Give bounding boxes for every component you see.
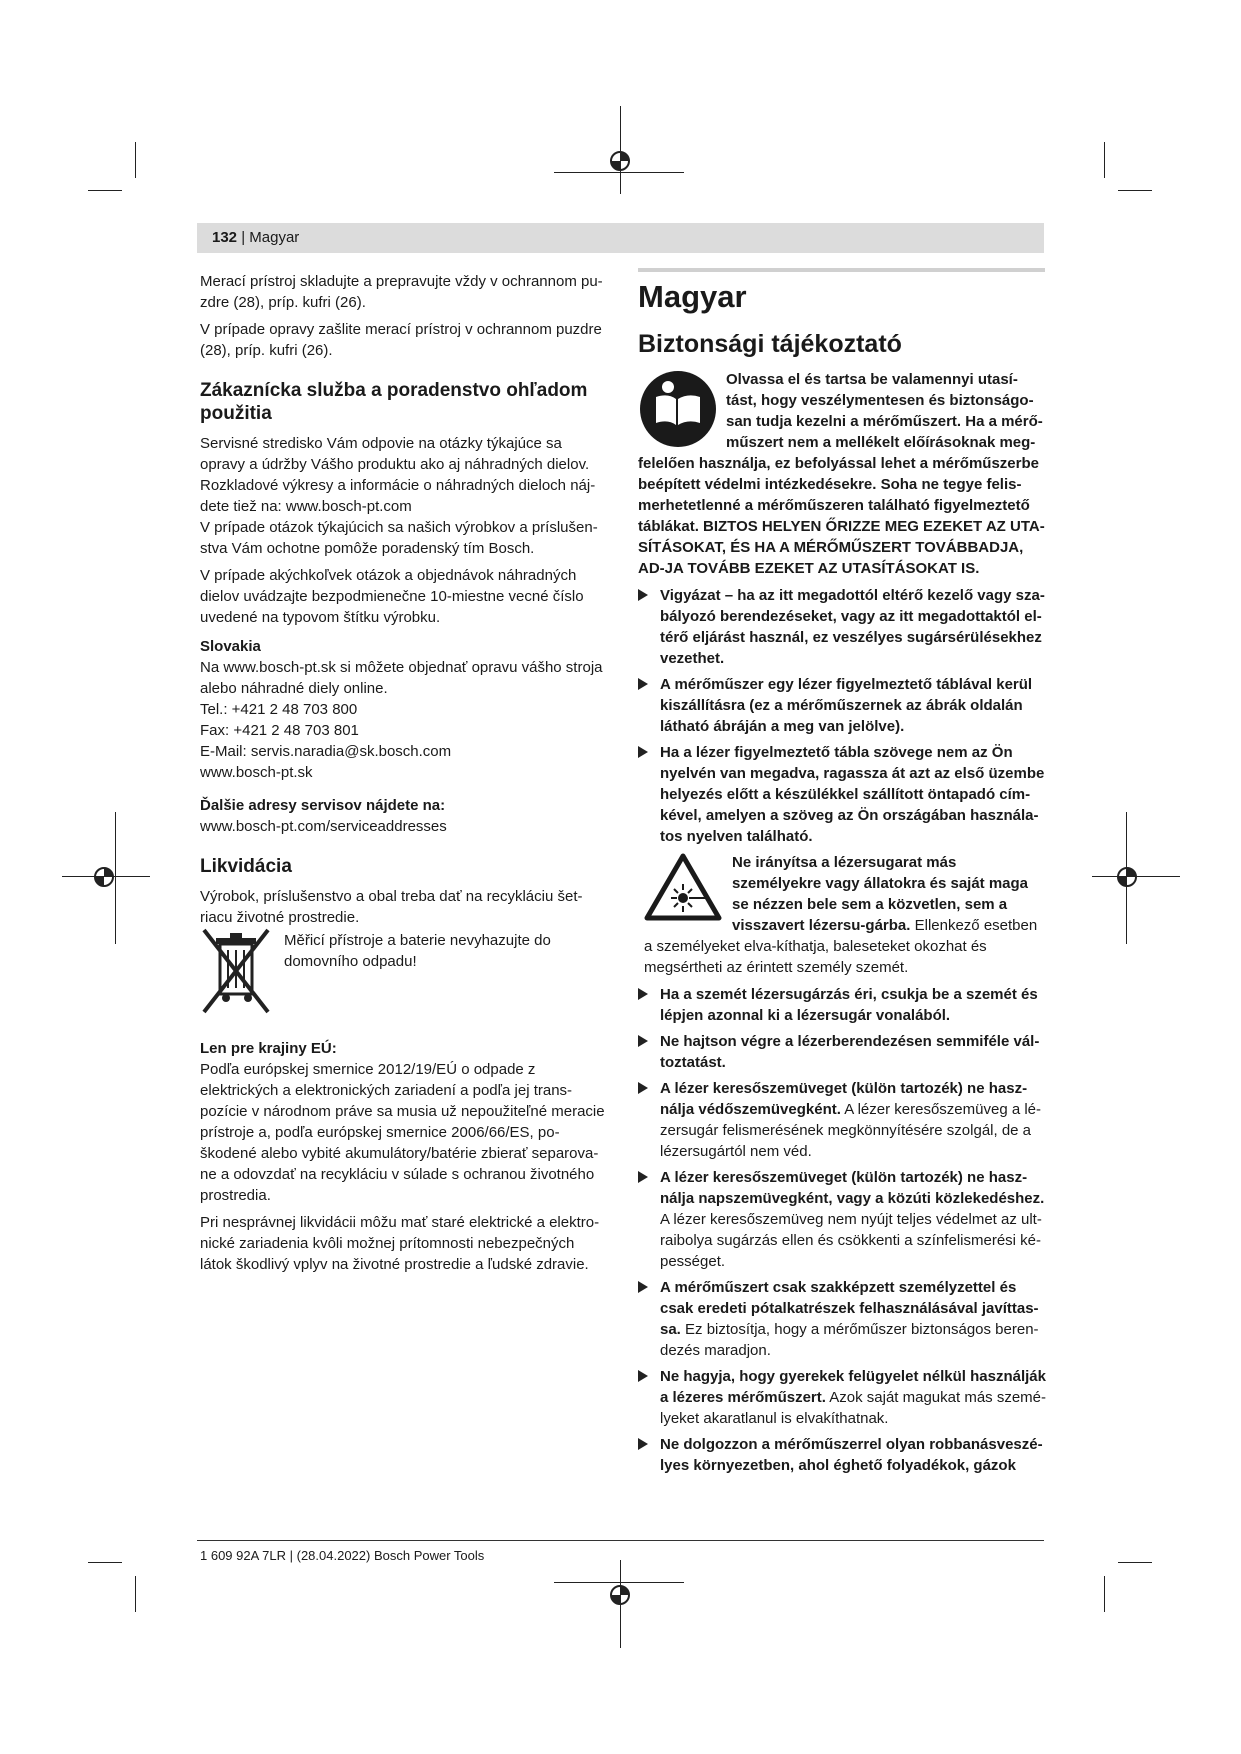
header-section: Magyar bbox=[249, 229, 300, 246]
list-item: Ne dolgozzon a mérőműszerrel olyan robbanásveszé-lyes környezetben, ahol éghető folyadékok, gázok bbox=[638, 1434, 1048, 1476]
intro-block bbox=[638, 369, 1048, 579]
registration-mark-icon bbox=[609, 1584, 631, 1606]
footer-rule bbox=[197, 1540, 1044, 1541]
disposal-icon-block bbox=[200, 928, 608, 1020]
list-item: Ha a szemét lézersugárzás éri, csukja be a szemét és lépjen azonnal ki a lézersugár vonalából. bbox=[638, 984, 1048, 1026]
list-item: A lézer keresőszemüveget (külön tartozék) ne hasz-nálja napszemüvegként, vagy a közúti közlekedéshez. A lézer keresőszemüveg nem nyújt teljes védelmet az ult-raibolya sugárzás ellen és csökkenti a színfelismerési ké-pességet. bbox=[638, 1167, 1048, 1272]
list-item: Ne hajtson végre a lézerberendezésen semmiféle vál-toztatást. bbox=[638, 1031, 1048, 1073]
paragraph: Pri nesprávnej likvidácii môžu mať staré elektrické a elektro-nické zariadenia kvôli možnej prítomnosti nebezpečných látok škodlivý vplyv na životné prostredie a ľudské zdravie. bbox=[200, 1214, 600, 1273]
crop-mark bbox=[135, 142, 136, 178]
eu-heading: Len pre krajiny EÚ: bbox=[200, 1040, 337, 1057]
list-item: Ha a lézer figyelmeztető tábla szövege nem az Ön nyelvén van megadva, ragassza át azt az első üzembe helyezés előtt a készülékkel szállított öntapadó cím-kével, amelyen a szöveg az Ön országában használa-tos nyelven található. bbox=[638, 742, 1048, 847]
list-item: A mérőműszer egy lézer figyelmeztető táblával kerül kiszállításra (ez a mérőműszernek az ábrák oldalán látható ábráján a meg van jelölve). bbox=[638, 674, 1048, 737]
paragraph: Servisné stredisko Vám odpovie na otázky týkajúce sa opravy a údržby Vášho produktu ako aj náhradných dielov. Rozkladové výkresy a informácie o náhradných dieloch náj-dete tiež na: www.bosch-pt.com bbox=[200, 435, 596, 515]
crop-mark bbox=[115, 812, 116, 944]
crop-mark bbox=[88, 190, 122, 191]
more-addresses-heading: Ďalšie adresy servisov nájdete na: bbox=[200, 797, 446, 814]
registration-mark-icon bbox=[609, 150, 631, 172]
paragraph: V prípade otázok týkajúcich sa našich výrobkov a príslušen-stva Vám ochotne pomôže poradenský tím Bosch. bbox=[200, 519, 598, 557]
paragraph: Podľa európskej smernice 2012/19/EÚ o odpade z elektrických a elektronických zariadení a podľa jej trans-pozície v národnom práve sa musia už nepoužiteľné meracie prístroje a, podľa európskej smernice 2006/66/ES, po-škodené alebo vybité akumulátory/batérie zbierať separova-ne a odovzdať na recykláciu v súlade s ochranou životného prostredia. bbox=[200, 1061, 605, 1204]
laser-warning-block bbox=[638, 852, 1048, 978]
safety-intro: Olvassa el és tartsa be valamennyi utasí-tást, hogy veszélymentesen és biztonságo-san tudja kezelni a mérőműszert. Ha a mérő-műszert nem a mellékelt előírásoknak meg-felelően használja, ez befolyással lehet a mérőműszerbe beépített védelmi intézkedésekre. Soha ne tegye felis-merhetetlenné a mérőműszeren található figyelmeztető táblákat. BIZTOS HELYEN ŐRIZZE MEG EZEKET AZ UTA-SÍTÁSOKAT, ÉS HA A MÉRŐMŰSZERT TOVÁBBADJA, AD-JA TOVÁBB EZEKET AZ UTASÍTÁSOKAT IS. bbox=[638, 371, 1045, 577]
slovakia-contact bbox=[200, 657, 608, 783]
crop-mark bbox=[1104, 1576, 1105, 1612]
page-number: 132 bbox=[212, 229, 238, 246]
page-header-bar bbox=[197, 223, 1044, 253]
header-separator: | bbox=[241, 229, 246, 246]
contact-line: E-Mail: servis.naradia@sk.bosch.com bbox=[200, 743, 452, 760]
crop-mark bbox=[554, 1582, 684, 1583]
crop-mark bbox=[1104, 142, 1105, 178]
page-header bbox=[212, 229, 299, 246]
list-item: A lézer keresőszemüveget (külön tartozék) ne hasz-nálja védőszemüvegként. A lézer keresőszemüveg a lé-zersugár felismerésének megkönnyítésére szolgál, de a lézersugártól nem véd. bbox=[638, 1078, 1048, 1162]
disposal-icon-text: Měřicí přístroje a baterie nevyhazujte do domovního odpadu! bbox=[284, 932, 551, 970]
right-column bbox=[638, 265, 1048, 1481]
crossed-bin-icon bbox=[200, 928, 272, 1016]
list-item: Ne hagyja, hogy gyerekek felügyelet nélkül használják a lézeres mérőműszert. Azok saját magukat más szemé-lyeket akaratlanul is elvakíthatnak. bbox=[638, 1366, 1048, 1429]
slovakia-heading: Slovakia bbox=[200, 638, 261, 655]
contact-line: Na www.bosch-pt.sk si môžete objednať opravu vášho stroja alebo náhradné diely online. bbox=[200, 659, 603, 697]
read-manual-icon bbox=[638, 369, 718, 449]
list-item: Vigyázat – ha az itt megadottól eltérő kezelő vagy sza-bályozó berendezéseket, vagy az itt megadottaktól el-térő eljárást használ, ez veszélyes sugársérülésekhez vezethet. bbox=[638, 585, 1048, 669]
laser-warning-text: Ellenkező esetben a személyeket elva-kíthatja, baleseteket okozhat és megsértheti az érintett személy szemét. bbox=[644, 917, 1038, 976]
paragraph: V prípade opravy zašlite merací prístroj v ochrannom puzdre (28), príp. kufri (26). bbox=[200, 321, 602, 359]
paragraph: www.bosch-pt.com/serviceaddresses bbox=[200, 818, 447, 835]
contact-line: www.bosch-pt.sk bbox=[200, 764, 313, 781]
crop-mark bbox=[554, 172, 684, 173]
footer: 1 609 92A 7LR | (28.04.2022) Bosch Power Tools bbox=[200, 1548, 485, 1563]
list-item: A mérőműszert csak szakképzett személyzettel és csak eredeti pótalkatrészek felhasználásával javíttas-sa. Ez biztosítja, hogy a mérőműszer biztonságos beren-dezés maradjon. bbox=[638, 1277, 1048, 1361]
laser-warning-bold: Ne irányítsa a lézersugarat más személyekre vagy állatokra és saját maga se nézzen bele sem a közvetlen, sem a visszavert lézersu-gárba. bbox=[732, 854, 1029, 934]
section-title: Magyar bbox=[638, 279, 747, 314]
contact-line: Tel.: +421 2 48 703 800 bbox=[200, 701, 358, 718]
left-column bbox=[200, 271, 608, 1281]
laser-warning-icon bbox=[644, 852, 722, 922]
disposal-heading: Likvidácia bbox=[200, 856, 292, 877]
paragraph: Merací prístroj skladujte a prepravujte vždy v ochrannom pu-zdre (28), príp. kufri (26). bbox=[200, 273, 603, 311]
section-subtitle: Biztonsági tájékoztató bbox=[638, 330, 902, 358]
crop-mark bbox=[135, 1576, 136, 1612]
registration-mark-icon bbox=[1116, 866, 1138, 888]
service-heading: Zákaznícka služba a poradenstvo ohľadom použitia bbox=[200, 380, 588, 424]
paragraph: V prípade akýchkoľvek otázok a objednávok náhradných dielov uvádzajte bezpodmienečne 10-miestne vecné číslo uvedené na typovom štítku výrobku. bbox=[200, 567, 584, 626]
crop-mark bbox=[88, 1562, 122, 1563]
crop-mark bbox=[1118, 1562, 1152, 1563]
crop-mark bbox=[1118, 190, 1152, 191]
contact-line: Fax: +421 2 48 703 801 bbox=[200, 722, 359, 739]
paragraph: Výrobok, príslušenstvo a obal treba dať na recykláciu šet-riacu životné prostredie. bbox=[200, 888, 583, 926]
registration-mark-icon bbox=[93, 866, 115, 888]
